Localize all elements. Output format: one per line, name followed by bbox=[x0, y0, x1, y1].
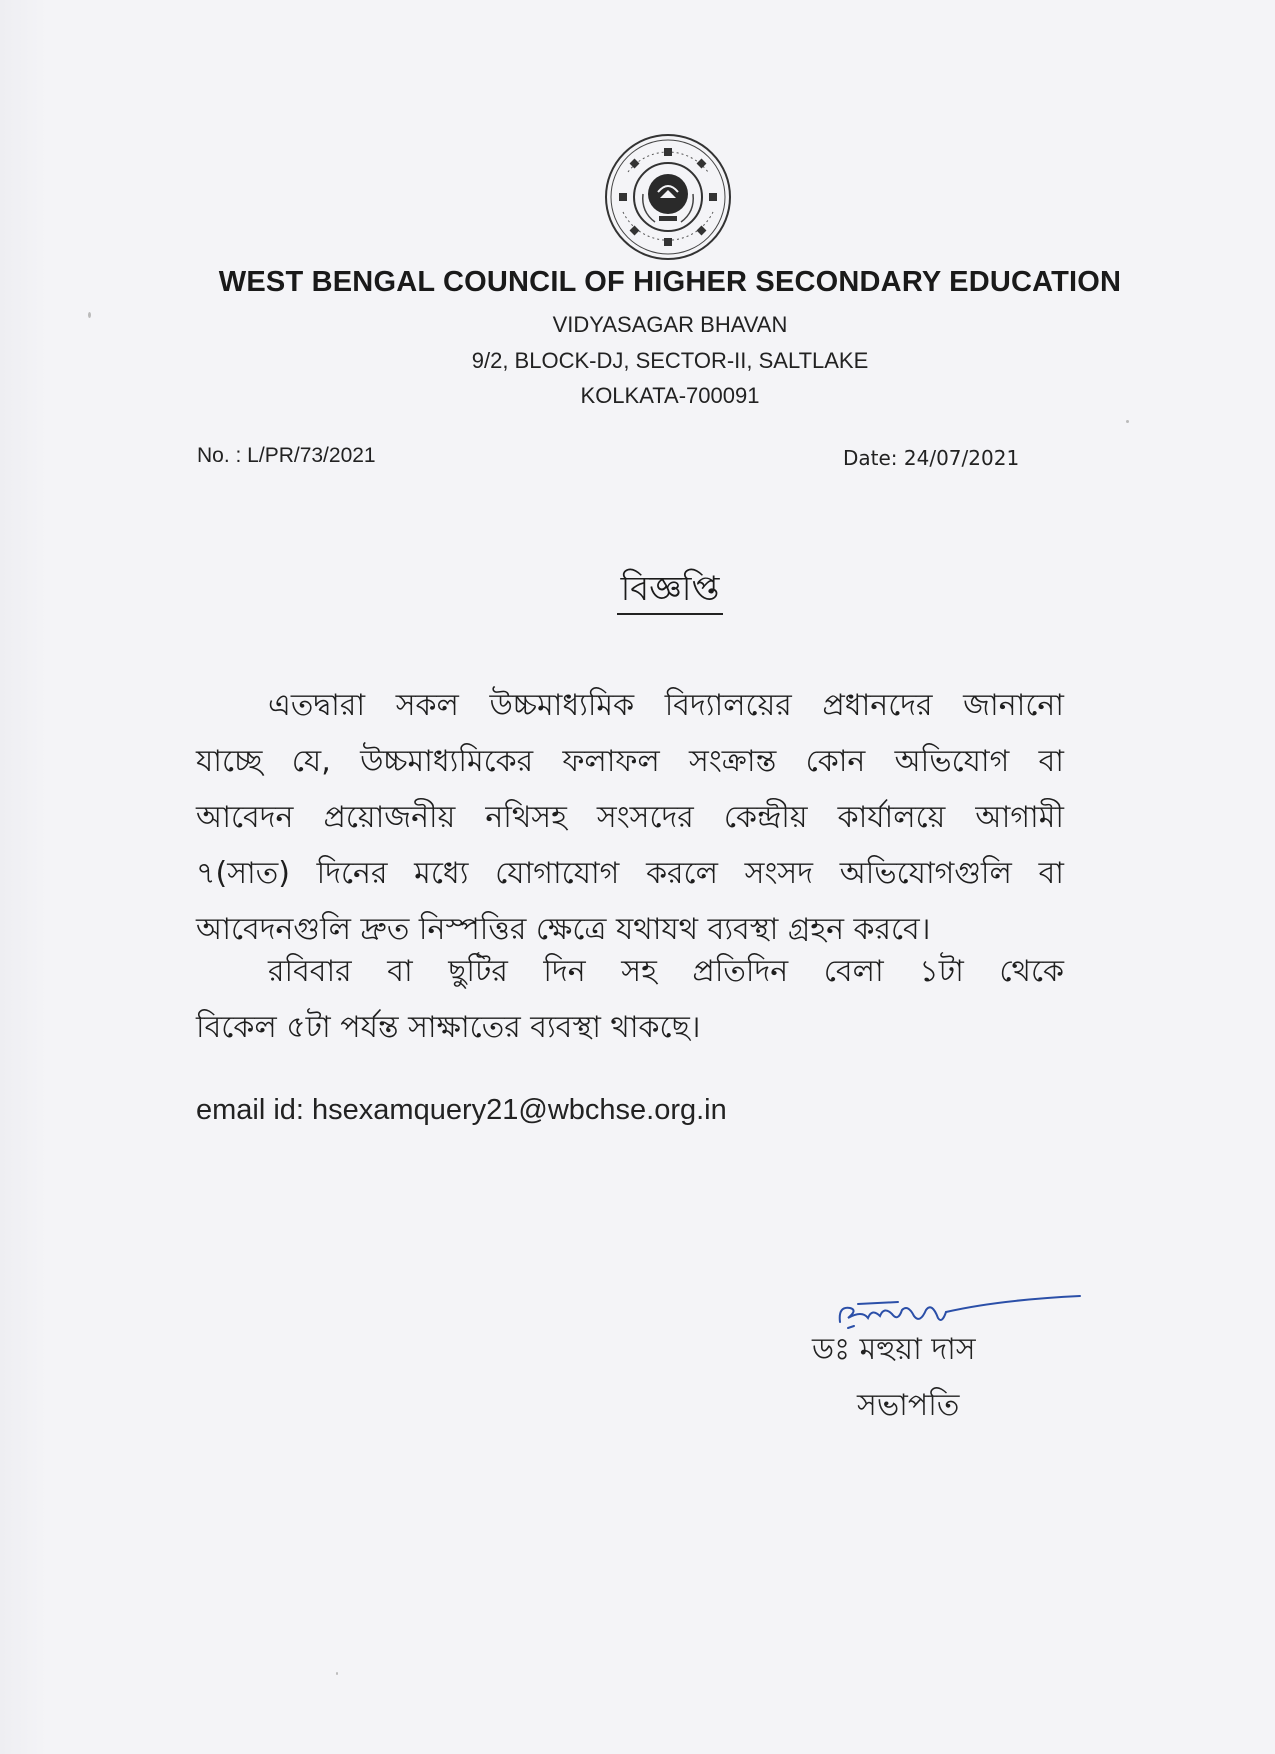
scan-speck bbox=[336, 1672, 338, 1675]
reference-date: Date: 24/07/2021 bbox=[843, 446, 1020, 470]
signatory-name: ডঃ মহুয়া দাস bbox=[812, 1332, 976, 1367]
body-line-3: আবেদন প্রয়োজনীয় নথিসহ সংসদের কেন্দ্রীয় কার্যালয়ে আগামী bbox=[196, 800, 1064, 835]
body-line-2: যাচ্ছে যে, উচ্চমাধ্যমিকের ফলাফল সংক্রান্ত কোন অভিযোগ বা bbox=[196, 744, 1064, 779]
notice-heading bbox=[0, 563, 1275, 620]
contact-email: email id: hsexamquery21@wbchse.org.in bbox=[196, 1094, 727, 1126]
body-line-4: ৭(সাত) দিনের মধ্যে যোগাযোগ করলে সংসদ অভিযোগগুলি বা bbox=[196, 856, 1064, 891]
body-line-6: রবিবার বা ছুটির দিন সহ প্রতিদিন বেলা ১টা থেকে bbox=[268, 954, 1064, 989]
reference-number: No. : L/PR/73/2021 bbox=[197, 444, 376, 467]
scan-speck bbox=[1126, 420, 1129, 423]
scan-speck bbox=[88, 312, 91, 318]
address-line-2: 9/2, BLOCK-DJ, SECTOR-II, SALTLAKE bbox=[471, 348, 869, 373]
council-emblem-icon bbox=[603, 132, 733, 262]
address-line-3: KOLKATA-700091 bbox=[580, 383, 760, 408]
notice-heading-text: বিজ্ঞপ্তি bbox=[617, 569, 724, 615]
signatory-designation: সভাপতি bbox=[857, 1388, 960, 1423]
body-line-5: আবেদনগুলি দ্রুত নিস্পত্তির ক্ষেত্রে যথাযথ ব্যবস্থা গ্রহন করবে। bbox=[196, 912, 931, 947]
organization-title: WEST BENGAL COUNCIL OF HIGHER SECONDARY EDUCATION bbox=[218, 266, 1122, 298]
scan-edge-shadow bbox=[0, 0, 48, 1754]
body-line-7: বিকেল ৫টা পর্যন্ত সাক্ষাতের ব্যবস্থা থাকছে। bbox=[196, 1010, 701, 1045]
address-line-1: VIDYASAGAR BHAVAN bbox=[552, 312, 788, 337]
body-line-1: এতদ্বারা সকল উচ্চমাধ্যমিক বিদ্যালয়ের প্রধানদের জানানো bbox=[268, 688, 1064, 723]
